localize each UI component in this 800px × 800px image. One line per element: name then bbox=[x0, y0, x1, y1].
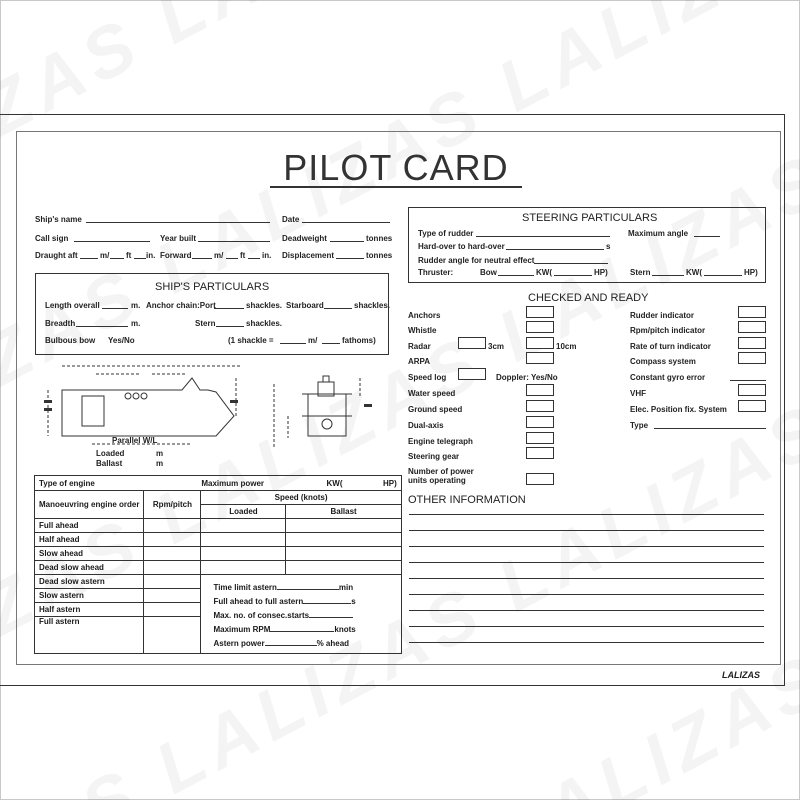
unit-in: in. bbox=[262, 251, 272, 260]
ballast-speed-cell[interactable] bbox=[286, 547, 401, 561]
engine-order-row: Half ahead bbox=[35, 533, 144, 547]
unit-ft: ft bbox=[240, 251, 246, 260]
loaded-speed-cell[interactable] bbox=[201, 547, 286, 561]
thruster-label: Thruster: bbox=[418, 268, 454, 277]
ship-diagram bbox=[30, 358, 385, 470]
anchor-stern-field[interactable] bbox=[216, 326, 244, 327]
checked-and-ready-heading: CHECKED AND READY bbox=[528, 292, 649, 304]
steering-particulars-heading: STEERING PARTICULARS bbox=[522, 212, 658, 224]
draught-aft-ft-field[interactable] bbox=[110, 258, 124, 259]
rpm-pitch-header: Rpm/pitch bbox=[144, 491, 201, 519]
check-label-rate-of-turn: Rate of turn indicator bbox=[630, 342, 711, 351]
check-label-whistle: Whistle bbox=[408, 326, 437, 335]
hp-label: HP) bbox=[382, 478, 397, 488]
s-label: s bbox=[606, 242, 611, 251]
ballast-speed-cell[interactable] bbox=[286, 561, 401, 575]
check-label-ground-speed: Ground speed bbox=[408, 405, 463, 414]
ballast-label: Ballast bbox=[96, 459, 123, 468]
draught-aft-in-field[interactable] bbox=[134, 258, 146, 259]
other-info-line[interactable] bbox=[409, 594, 764, 595]
engine-order-row: Slow astern bbox=[35, 589, 144, 603]
breadth-field[interactable] bbox=[76, 326, 128, 327]
checkbox-engine-telegraph[interactable] bbox=[526, 432, 554, 444]
checkbox-water-speed[interactable] bbox=[526, 384, 554, 396]
rpm-cell[interactable] bbox=[144, 589, 201, 603]
length-overall-label: Length overall bbox=[45, 301, 100, 310]
ballast-speed-cell[interactable] bbox=[286, 519, 401, 533]
engine-order-row: Dead slow astern bbox=[35, 575, 144, 589]
date-field[interactable] bbox=[302, 222, 390, 223]
check-label-anchors: Anchors bbox=[408, 311, 441, 320]
maximum-angle-label: Maximum angle bbox=[628, 229, 689, 238]
maximum-power-label: Maximum power bbox=[201, 478, 265, 488]
tonnes-label: tonnes bbox=[366, 234, 393, 243]
checkbox-compass[interactable] bbox=[738, 352, 766, 364]
length-overall-field[interactable] bbox=[102, 308, 128, 309]
engine-table bbox=[34, 475, 402, 654]
bulbous-bow-label: Bulbous bow bbox=[45, 336, 96, 345]
s-label: s bbox=[351, 597, 356, 606]
check-label-dual-axis: Dual-axis bbox=[408, 421, 444, 430]
other-info-line[interactable] bbox=[409, 610, 764, 611]
checkbox-power-units[interactable] bbox=[526, 473, 554, 485]
hull-outline-icon bbox=[62, 378, 234, 436]
check-label-water-speed: Water speed bbox=[408, 389, 456, 398]
bow-label: Bow bbox=[480, 268, 497, 277]
anchor-port-field[interactable] bbox=[214, 308, 244, 309]
ships-name-label: Ship's name bbox=[35, 215, 82, 224]
hp-label: HP) bbox=[594, 268, 608, 277]
kw-label: KW( bbox=[686, 268, 702, 277]
unit-m-dot: m. bbox=[131, 301, 141, 310]
forward-m-field[interactable] bbox=[192, 258, 212, 259]
check-label-position-fix: Elec. Position fix. System bbox=[630, 405, 727, 414]
check-label-speed-log: Speed log bbox=[408, 373, 447, 382]
breadth-label: Breadth bbox=[45, 319, 76, 328]
other-info-line[interactable] bbox=[409, 642, 764, 643]
astern-power-label: Astern power bbox=[213, 639, 265, 648]
type-of-rudder-label: Type of rudder bbox=[418, 229, 474, 238]
time-limit-astern-label: Time limit astern bbox=[213, 583, 277, 592]
brand-logo: LALIZAS bbox=[722, 670, 760, 680]
shackle-fathoms-field[interactable] bbox=[322, 343, 340, 344]
speed-knots-header: Speed (knots) bbox=[201, 491, 401, 505]
check-label-vhf: VHF bbox=[630, 389, 646, 398]
anchor-chain-port-label: Anchor chain:Port bbox=[146, 301, 216, 310]
full-ahead-to-astern-label: Full ahead to full astern bbox=[213, 597, 304, 606]
unit-m: m/ bbox=[214, 251, 224, 260]
engine-order-row: Full astern bbox=[35, 617, 144, 654]
shackle-m-field[interactable] bbox=[280, 343, 306, 344]
check-label-gyro-error: Constant gyro error bbox=[630, 373, 706, 382]
rpm-cell[interactable] bbox=[144, 547, 201, 561]
stern-label: Stern bbox=[195, 319, 216, 328]
checkbox-arpa[interactable] bbox=[526, 352, 554, 364]
other-info-line[interactable] bbox=[409, 546, 764, 547]
anchor-starboard-field[interactable] bbox=[324, 308, 352, 309]
displacement-field[interactable] bbox=[336, 258, 364, 259]
min-label: min bbox=[338, 583, 354, 592]
loaded-label: Loaded bbox=[96, 449, 125, 458]
parallel-wl-label: Parallel W/L bbox=[112, 436, 158, 445]
check-label-type: Type bbox=[630, 421, 649, 430]
draught-aft-label: Draught aft bbox=[35, 251, 78, 260]
bow-kw-field[interactable] bbox=[498, 275, 534, 276]
checkbox-ground-speed[interactable] bbox=[526, 400, 554, 412]
engine-order-row: Half astern bbox=[35, 603, 144, 617]
other-info-line[interactable] bbox=[409, 530, 764, 531]
rpm-cell[interactable] bbox=[144, 519, 201, 533]
ballast-header: Ballast bbox=[286, 505, 401, 519]
check-label-power-units: Number of power units operating bbox=[408, 467, 474, 485]
kw-label: KW( bbox=[536, 268, 552, 277]
stern-kw-field[interactable] bbox=[652, 275, 684, 276]
unit-m: m bbox=[156, 459, 164, 468]
checkbox-dual-axis[interactable] bbox=[526, 416, 554, 428]
deadweight-field[interactable] bbox=[330, 241, 364, 242]
check-label-rudder-indicator: Rudder indicator bbox=[630, 311, 695, 320]
page-title: PILOT CARD bbox=[270, 150, 522, 188]
unit-m-slash: m/ bbox=[308, 336, 318, 345]
kw-label: KW( bbox=[326, 478, 343, 488]
neutral-effect-label: Rudder angle for neutral effect bbox=[418, 256, 535, 265]
check-label-rpm-indicator: Rpm/pitch indicator bbox=[630, 326, 706, 335]
deadweight-label: Deadweight bbox=[282, 234, 327, 243]
loaded-speed-cell[interactable] bbox=[201, 533, 286, 547]
hard-over-label: Hard-over to hard-over bbox=[418, 242, 505, 251]
engine-order-row: Slow ahead bbox=[35, 547, 144, 561]
call-sign-label: Call sign bbox=[35, 234, 69, 243]
ships-particulars-heading: SHIP'S PARTICULARS bbox=[155, 281, 270, 293]
stern-label: Stern bbox=[630, 268, 651, 277]
starboard-label: Starboard bbox=[286, 301, 324, 310]
maximum-angle-field[interactable] bbox=[694, 236, 720, 237]
other-info-line[interactable] bbox=[409, 578, 764, 579]
draught-aft-m-field[interactable] bbox=[80, 258, 98, 259]
rpm-cell[interactable] bbox=[144, 603, 201, 617]
one-shackle-label: (1 shackle = bbox=[228, 336, 274, 345]
check-label-steering-gear: Steering gear bbox=[408, 452, 460, 461]
checkbox-rudder-indicator[interactable] bbox=[738, 306, 766, 318]
manoeuvring-order-header: Manoeuvring engine order bbox=[35, 491, 144, 519]
checkbox-rpm-indicator[interactable] bbox=[738, 321, 766, 333]
forward-ft-field[interactable] bbox=[226, 258, 238, 259]
gyro-error-field[interactable] bbox=[730, 380, 766, 381]
neutral-effect-field[interactable] bbox=[534, 263, 608, 264]
year-built-label: Year built bbox=[160, 234, 197, 243]
checkbox-anchors[interactable] bbox=[526, 306, 554, 318]
checkbox-radar-3cm[interactable] bbox=[458, 337, 486, 349]
other-info-line[interactable] bbox=[409, 514, 764, 515]
bulbous-bow-yes-no[interactable]: Yes/No bbox=[108, 336, 135, 345]
radar-10cm-label: 10cm bbox=[556, 342, 577, 351]
check-label-engine-telegraph: Engine telegraph bbox=[408, 437, 473, 446]
loaded-header: Loaded bbox=[201, 505, 286, 519]
shackles-label: shackles. bbox=[246, 319, 283, 328]
check-label-radar: Radar bbox=[408, 342, 431, 351]
engine-order-row: Full ahead bbox=[35, 519, 144, 533]
max-consec-starts-label: Max. no. of consec.starts bbox=[213, 611, 310, 620]
check-label-compass: Compass system bbox=[630, 357, 696, 366]
astern-info-cell bbox=[201, 575, 401, 654]
loaded-speed-cell[interactable] bbox=[201, 561, 286, 575]
unit-ft: ft bbox=[126, 251, 132, 260]
type-of-engine-label: Type of engine bbox=[39, 478, 95, 488]
unit-m: m/ bbox=[100, 251, 110, 260]
checkbox-position-fix[interactable] bbox=[738, 400, 766, 412]
hard-over-field[interactable] bbox=[506, 249, 604, 250]
displacement-label: Displacement bbox=[282, 251, 335, 260]
superstructure-icon bbox=[82, 396, 104, 426]
check-label-arpa: ARPA bbox=[408, 357, 431, 366]
forward-in-field[interactable] bbox=[248, 258, 260, 259]
fathoms-label: fathoms) bbox=[342, 336, 376, 345]
knots-label: knots bbox=[334, 625, 356, 634]
rpm-cell[interactable] bbox=[144, 561, 201, 575]
year-built-field[interactable] bbox=[198, 241, 270, 242]
unit-in: in. bbox=[146, 251, 156, 260]
loaded-speed-cell[interactable] bbox=[201, 519, 286, 533]
ballast-speed-cell[interactable] bbox=[286, 533, 401, 547]
stern-hp-field[interactable] bbox=[704, 275, 742, 276]
tonnes-label: tonnes bbox=[366, 251, 393, 260]
maximum-rpm-label: Maximum RPM bbox=[213, 625, 271, 634]
hp-label: HP) bbox=[744, 268, 758, 277]
date-label: Date bbox=[282, 215, 300, 224]
checkbox-speed-log[interactable] bbox=[458, 368, 486, 380]
call-sign-field[interactable] bbox=[74, 241, 150, 242]
unit-m-dot: m. bbox=[131, 319, 141, 328]
doppler-label: Doppler: Yes/No bbox=[496, 373, 558, 382]
rpm-cell[interactable] bbox=[144, 575, 201, 589]
pct-ahead-label: % ahead bbox=[316, 639, 350, 648]
checkbox-vhf[interactable] bbox=[738, 384, 766, 396]
rpm-cell[interactable] bbox=[144, 533, 201, 547]
shackles-label: shackles. bbox=[354, 301, 391, 310]
other-info-line[interactable] bbox=[409, 562, 764, 563]
other-info-line[interactable] bbox=[409, 626, 764, 627]
shackles-label: shackles. bbox=[246, 301, 283, 310]
checkbox-radar-10cm[interactable] bbox=[526, 337, 554, 349]
checkbox-rate-of-turn[interactable] bbox=[738, 337, 766, 349]
unit-m: m bbox=[156, 449, 164, 458]
ships-name-field[interactable] bbox=[86, 222, 270, 223]
rpm-cell[interactable] bbox=[144, 617, 201, 654]
checkbox-whistle[interactable] bbox=[526, 321, 554, 333]
radar-3cm-label: 3cm bbox=[488, 342, 505, 351]
type-field[interactable] bbox=[654, 428, 766, 429]
checkbox-steering-gear[interactable] bbox=[526, 447, 554, 459]
other-information-heading: OTHER INFORMATION bbox=[408, 494, 526, 506]
forward-label: Forward bbox=[160, 251, 192, 260]
bow-hp-field[interactable] bbox=[554, 275, 592, 276]
engine-order-row: Dead slow ahead bbox=[35, 561, 144, 575]
type-of-rudder-field[interactable] bbox=[476, 236, 610, 237]
